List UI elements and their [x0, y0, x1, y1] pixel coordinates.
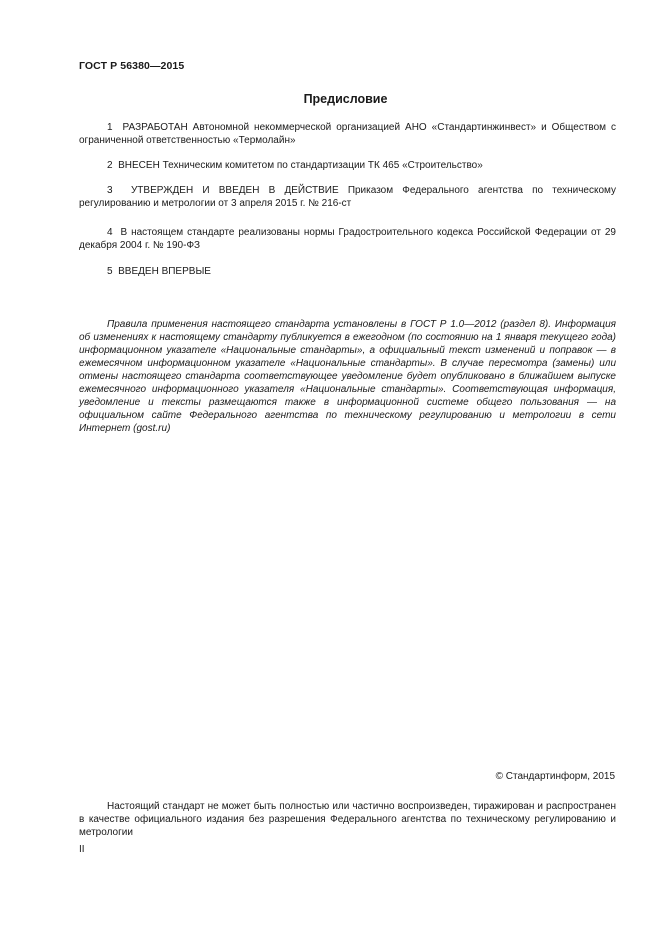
page-number: II [79, 844, 85, 855]
item-number: 5 [107, 266, 113, 277]
item-number: 2 [107, 160, 113, 171]
item-number: 1 [107, 122, 113, 133]
item-text: Автономной некоммерческой организацией АНО «Стандартинжинвест» и Обществом с ограниченной ответственностью «Термолайн» [79, 122, 617, 146]
item-lead: ВНЕСЕН [118, 160, 160, 171]
foreword-item-1 [79, 121, 616, 147]
reproduction-note: Настоящий стандарт не может быть полностью или частично воспроизведен, тиражирован и распространен в качестве официального издания без разрешения Федерального агентства по техническому регулированию и метрологии [79, 801, 616, 838]
rules-note: Правила применения настоящего стандарта установлены в ГОСТ Р 1.0—2012 (раздел 8). Информация об изменениях к настоящему стандарту публикуется в ежегодном (по состоянию на 1 января текущего года) информационном указателе «Национальные стандарты», а официальный текст изменений и поправок — в ежемесячном информационном указателе «Национальные стандарты». В случае пересмотра (замены) или отмены настоящего стандарта соответствующее уведомление будет опубликовано в ближайшем выпуске ежемесячного информационного указателя «Национальные стандарты». Соответствующая информация, уведомление и тексты размещаются также в информационной системе общего пользования — на официальном сайте Федерального агентства по техническому регулированию и метрологии в сети Интернет (gost.ru) [79, 319, 616, 434]
item-lead: УТВЕРЖДЕН И ВВЕДЕН В ДЕЙСТВИЕ [130, 185, 339, 196]
item-number: 3 [107, 185, 113, 196]
standard-code-header: ГОСТ Р 56380—2015 [79, 60, 185, 72]
copyright-notice: © Стандартинформ, 2015 [495, 771, 615, 782]
foreword-item-5 [79, 265, 616, 278]
item-number: 4 [107, 227, 113, 238]
item-lead: ВВЕДЕН ВПЕРВЫЕ [118, 266, 211, 277]
item-lead: РАЗРАБОТАН [122, 122, 188, 133]
foreword-item-4 [79, 226, 616, 252]
item-text: В настоящем стандарте реализованы нормы Градостроительного кодекса Российской Федерации от 29 декабря 2004 г. № 190-ФЗ [79, 227, 616, 251]
item-text: Техническим комитетом по стандартизации ТК 465 «Строительство» [162, 160, 483, 171]
page-title: Предисловие [303, 92, 388, 106]
item-text: Приказом Федерального агентства по техническому регулированию и метрологии от 3 апреля 2015 г. № 216-ст [79, 185, 617, 209]
foreword-item-3 [79, 184, 616, 210]
foreword-item-2 [79, 159, 616, 172]
